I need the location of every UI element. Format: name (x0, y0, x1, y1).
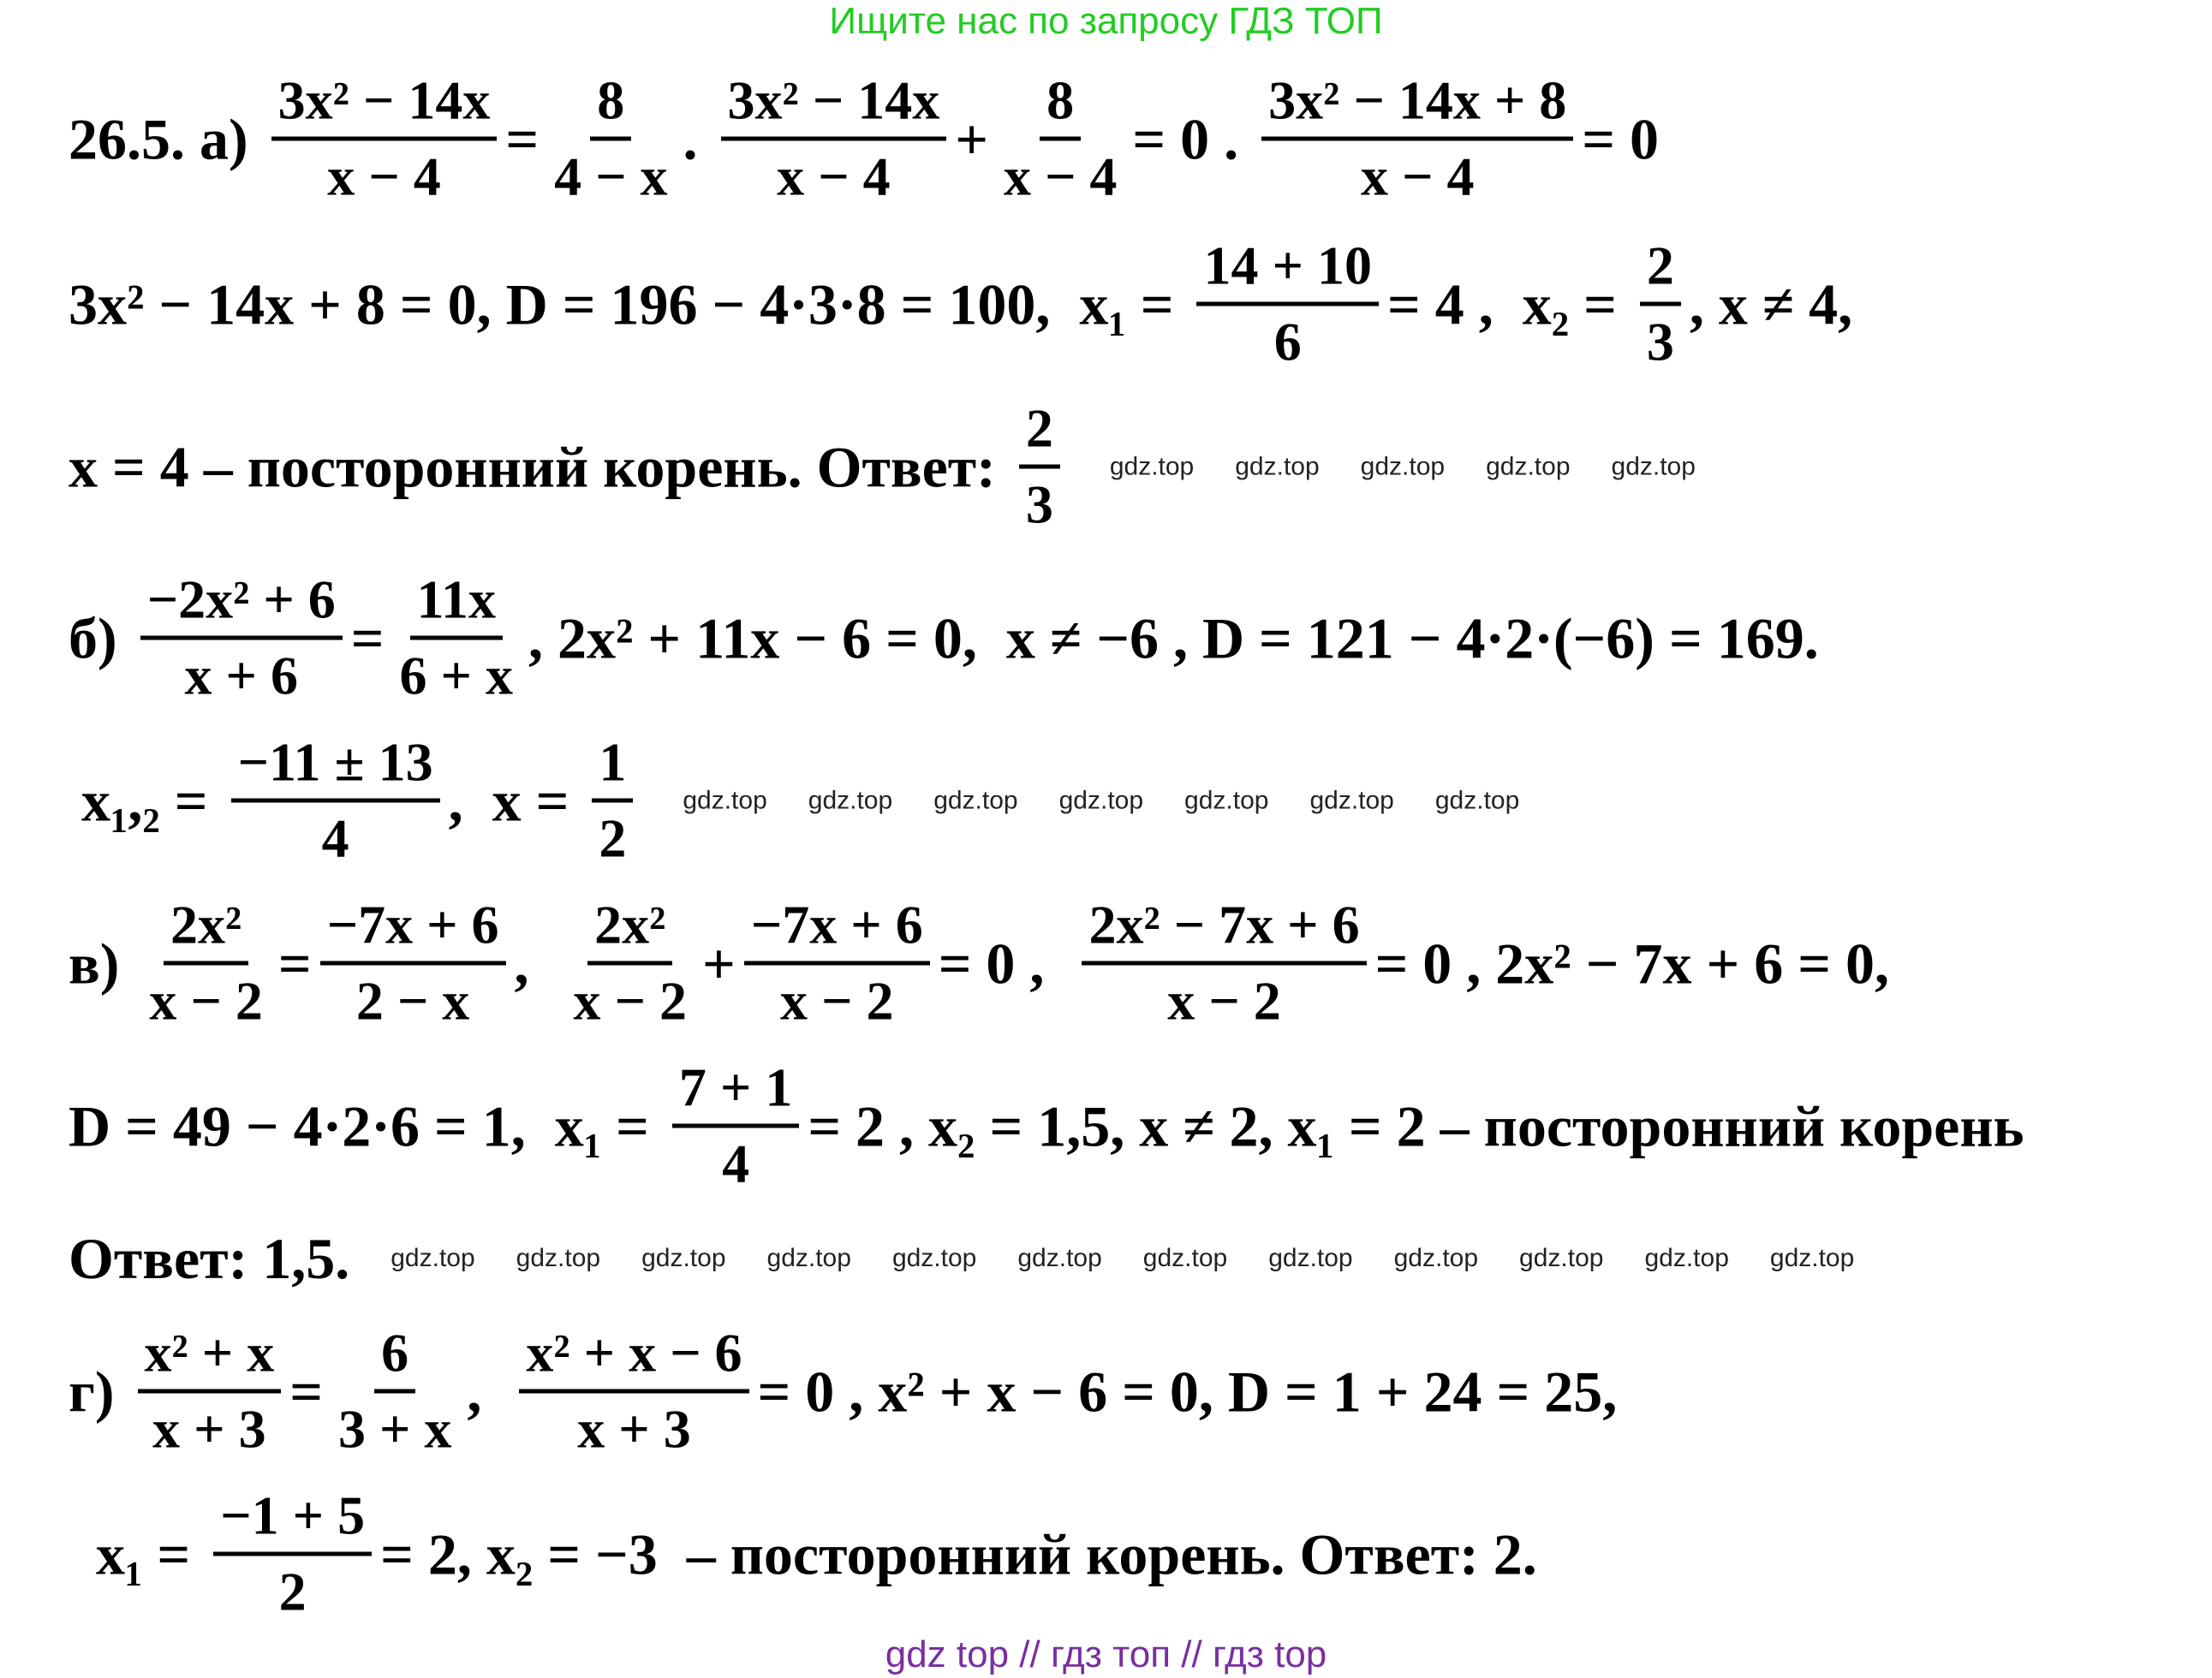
numerator: 3x² − 14x (721, 65, 947, 141)
math-text: = 2 , x₂ = 1,5, x ≠ 2, x₁ = 2 – посторонний корень (808, 1093, 2024, 1158)
math-text: + (702, 931, 736, 996)
fraction (331, 1318, 458, 1466)
fraction (1196, 230, 1378, 378)
math-text: = 4 , x₂ = (1386, 271, 1631, 336)
watermark: gdz.top (1360, 452, 1446, 480)
denominator: x − 4 (1360, 146, 1475, 207)
numerator: 8 (1040, 65, 1081, 141)
math-line (81, 1480, 1537, 1628)
math-text: 3x² − 14x + 8 = 0, D = 196 − 4·3·8 = 100, x₁ = (69, 271, 1189, 336)
fraction (393, 564, 520, 712)
fraction (672, 1052, 799, 1200)
denominator: 3 (1025, 473, 1053, 535)
numerator: 14 + 10 (1196, 230, 1378, 306)
math-line (81, 727, 1519, 875)
math-line (69, 1224, 1854, 1293)
denominator: 4 (722, 1133, 750, 1194)
math-text: = 0 , x² + x − 6 = 0, D = 1 + 24 = 25, (757, 1359, 1618, 1424)
denominator: 3 (1646, 311, 1674, 372)
math-text: , x = (448, 768, 584, 833)
math-text: . (683, 106, 712, 171)
watermark: gdz.top (641, 1244, 726, 1272)
numerator: −11 ± 13 (231, 727, 440, 803)
math-text: = (277, 931, 312, 996)
numerator: 8 (590, 65, 631, 141)
math-text: D = 49 − 4·2·6 = 1, x₁ = (69, 1093, 664, 1158)
watermark: gdz.top (1309, 786, 1394, 814)
fraction (138, 1318, 282, 1466)
math-text: = (505, 106, 540, 171)
watermark: gdz.top (1611, 452, 1696, 480)
math-line (69, 230, 1852, 378)
fraction (1082, 890, 1366, 1038)
watermark: gdz.top (1142, 1244, 1228, 1272)
math-line (69, 65, 1659, 213)
denominator: 3 + x (337, 1398, 452, 1460)
fraction (1261, 65, 1573, 213)
denominator: x + 3 (577, 1398, 691, 1460)
fraction (567, 890, 694, 1038)
fraction (1019, 393, 1060, 541)
math-text: Ответ: 1,5. (69, 1226, 350, 1291)
denominator: 2 (599, 807, 627, 869)
math-text: в) (69, 931, 134, 996)
math-text: , x ≠ 4, (1689, 271, 1853, 336)
math-text: = (289, 1359, 323, 1424)
math-text: 26.5. а) (69, 106, 263, 171)
watermark: gdz.top (808, 786, 893, 814)
numerator: 7 + 1 (672, 1052, 799, 1128)
numerator: −2x² + 6 (140, 564, 343, 640)
numerator: 3x² − 14x (271, 65, 498, 141)
watermark: gdz.top (1393, 1244, 1479, 1272)
denominator: x − 2 (573, 970, 687, 1032)
fraction (1640, 230, 1681, 378)
watermark: gdz.top (1644, 1244, 1729, 1272)
math-text: = 0 (1582, 106, 1660, 171)
denominator: x − 4 (327, 146, 441, 207)
math-text: , 2x² + 11x − 6 = 0, x ≠ −6 , D = 121 − 4·2·(−6) = 169. (528, 605, 1819, 670)
numerator: 6 (374, 1318, 415, 1394)
denominator: x − 2 (149, 970, 263, 1032)
denominator: x − 2 (1167, 970, 1281, 1032)
search-banner: Ищите нас по запросу ГДЗ ТОП (829, 0, 1383, 42)
numerator: 2 (1640, 230, 1681, 306)
math-text: = (350, 605, 385, 670)
numerator: x² + x − 6 (519, 1318, 748, 1394)
math-line (69, 564, 1819, 712)
math-text: x = 4 – посторонний корень. Ответ: (69, 434, 1011, 499)
numerator: −7x + 6 (744, 890, 930, 966)
denominator: x − 4 (777, 146, 891, 207)
denominator: x − 4 (1003, 146, 1118, 207)
watermark: gdz.top (391, 1244, 475, 1272)
math-text: , (467, 1359, 511, 1424)
fraction (519, 1318, 748, 1466)
watermark: gdz.top (1109, 452, 1195, 480)
numerator: 2x² (164, 890, 248, 966)
fraction (744, 890, 930, 1038)
watermark: gdz.top (1486, 452, 1571, 480)
watermark: gdz.top (1184, 786, 1269, 814)
denominator: x + 3 (152, 1398, 266, 1460)
fraction (320, 890, 506, 1038)
numerator: 11x (410, 564, 503, 640)
fraction (140, 564, 343, 712)
math-line (69, 1052, 2024, 1200)
math-line (69, 890, 1889, 1038)
fraction (547, 65, 674, 213)
math-text: x₁ = (81, 1521, 206, 1586)
watermark: gdz.top (1769, 1244, 1855, 1272)
watermark: gdz.top (1058, 786, 1144, 814)
watermark: gdz.top (1017, 1244, 1102, 1272)
numerator: 2x² − 7x + 6 (1082, 890, 1366, 966)
watermark: gdz.top (766, 1244, 851, 1272)
math-line (69, 393, 1696, 541)
fraction (721, 65, 947, 213)
math-text: = 0 , (938, 931, 1074, 996)
watermark: gdz.top (516, 1244, 601, 1272)
math-text: x₁,₂ = (81, 768, 223, 833)
numerator: −1 + 5 (213, 1480, 372, 1556)
math-text: = 2, x₂ = −3 – посторонний корень. Ответ: 2. (380, 1521, 1537, 1586)
numerator: x² + x (138, 1318, 282, 1394)
denominator: 6 (1273, 311, 1302, 372)
denominator: x + 6 (184, 645, 298, 706)
numerator: 2 (1019, 393, 1060, 469)
math-text: = 0 , 2x² − 7x + 6 = 0, (1374, 931, 1889, 996)
denominator: x − 2 (779, 970, 894, 1032)
watermark: gdz.top (683, 786, 767, 814)
fraction (997, 65, 1124, 213)
denominator: 6 + x (399, 645, 513, 706)
math-text: г) (69, 1359, 129, 1424)
denominator: 4 (321, 807, 349, 869)
watermark: gdz.top (933, 786, 1018, 814)
fraction (592, 727, 633, 875)
watermark: gdz.top (1268, 1244, 1353, 1272)
numerator: −7x + 6 (320, 890, 506, 966)
fraction (142, 890, 269, 1038)
math-text: , (514, 931, 558, 996)
math-line (69, 1318, 1617, 1466)
math-text: = 0 . (1132, 106, 1254, 171)
footer-links[interactable]: gdz top // гдз топ // гдз top (885, 1633, 1327, 1675)
numerator: 2x² (587, 890, 672, 966)
fraction (231, 727, 440, 875)
denominator: 2 − x (355, 970, 470, 1032)
fraction (213, 1480, 372, 1628)
numerator: 1 (592, 727, 633, 803)
watermark: gdz.top (891, 1244, 977, 1272)
math-text: б) (69, 605, 132, 670)
denominator: 2 (278, 1561, 307, 1622)
denominator: 4 − x (554, 146, 668, 207)
watermark: gdz.top (1235, 452, 1320, 480)
math-text: + (955, 106, 988, 171)
watermark: gdz.top (1434, 786, 1520, 814)
watermark: gdz.top (1519, 1244, 1604, 1272)
numerator: 3x² − 14x + 8 (1261, 65, 1573, 141)
fraction (271, 65, 498, 213)
